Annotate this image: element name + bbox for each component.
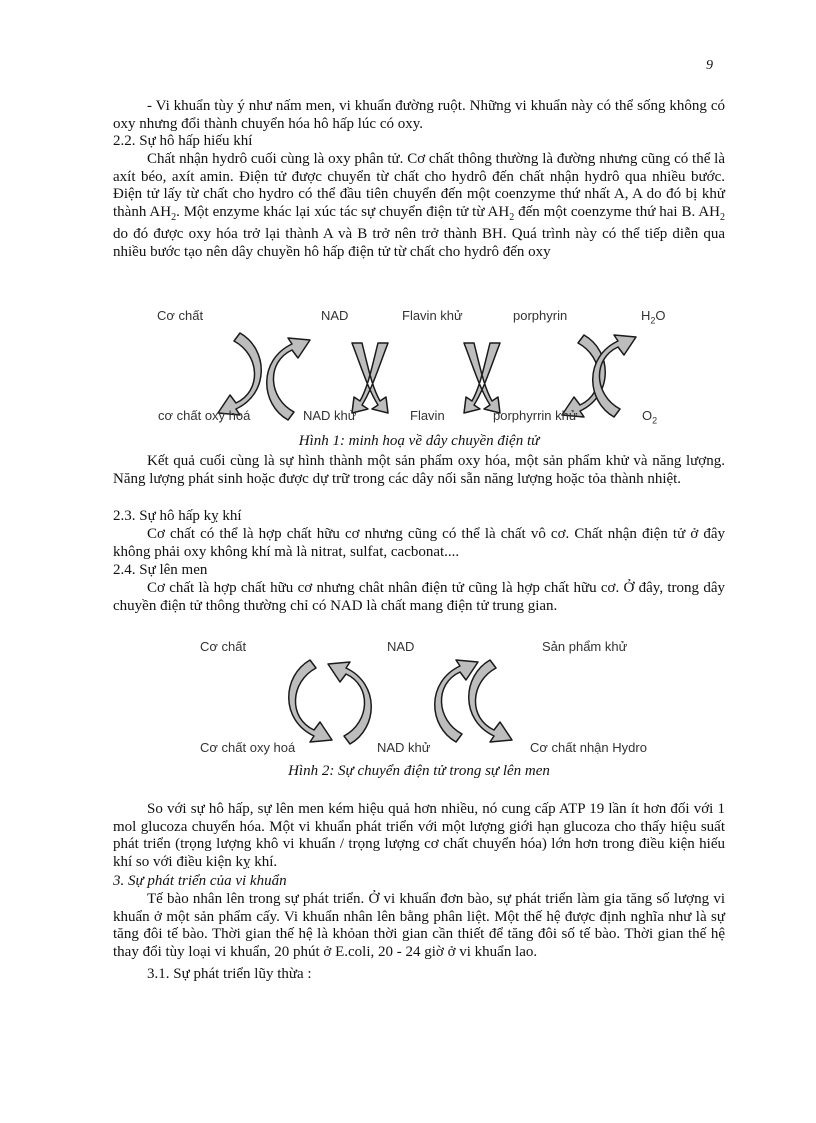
fig1-label-flavin: Flavin (410, 408, 445, 423)
fig1-label-substrate: Cơ chất (157, 308, 204, 323)
paragraph-bacterial-growth: Tế bào nhân lên trong sự phát triển. Ở vi khuẩn đơn bào, sự phát triển làm gia tăng số lượng vi khuẩn ở một sản phẩm cấy. Vi khuẩn nhân lên bằng phân liệt. Một thế hệ được định nghĩa như là sự tăng đôi tế bào. Thời gian thế hệ là khỏan thời gian cần thiết để tăng đôi số tế bào. Thời gian thế hệ thay đổi tùy loại vi khuẩn, 20 phút ở E.coli, 20 - 24 giờ ở vi khuẩn lao. (113, 891, 725, 960)
fig2-arrow-2 (328, 662, 371, 744)
paragraph-aerobic-respiration: Chất nhận hydrô cuối cùng là oxy phân tử. Cơ chất thông thường là đường nhưng cũng có thể là axít béo, axít amin. Điện tử được chuyển từ chất cho hydrô đến chất nhận hydrô qua nhiều bước. Điện tử lấy từ chất cho hydro có thể đầu tiên chuyển đến một coenzyme thứ nhất A, A do đó bị khử thành $AH_2$. Một enzyme khác lại xúc tác sự chuyển điện tử từ $AH_2$ đến một coenzyme thứ hai B. $AH_2$ do đó được oxy hóa trở lại thành A và B trở nên trở thành BH. Quá trình này có thể tiếp diễn qua nhiều bước tạo nên dây chuyền hô hấp điện tử từ chất cho hydrô đến oxy (113, 151, 725, 260)
fig2-label-nad: NAD (387, 639, 415, 654)
fig1-label-flavin-reduced: Flavin khử (402, 308, 463, 323)
heading-2-4: 2.4. Sự lên men (113, 562, 208, 578)
fig1-label-water: $H_2O$ (641, 308, 666, 326)
heading-3-1: 3.1. Sự phát triển lũy thừa : (147, 966, 312, 982)
fig1-arrow-4 (464, 343, 500, 413)
fig1-arrow-6 (593, 335, 636, 417)
paragraph-anaerobic-respiration: Cơ chất có thể là hợp chất hữu cơ nhưng cũng có thể là chất vô cơ. Chất nhận điện tử ở đây không phải oxy không khí mà là nitrat, sulfat, cacbonat.... (113, 526, 725, 560)
heading-2-3: 2.3. Sự hô hấp kỵ khí (113, 508, 242, 524)
fig1-label-oxidized-substrate: cơ chất oxy hoá (158, 408, 251, 423)
fig2-label-hydrogen-acceptor: Cơ chất nhận Hydro (530, 740, 647, 755)
fig2-label-reduced-product: Sản phẩm khử (542, 639, 628, 654)
fig1-arrows-svg (0, 325, 816, 435)
paragraph-fermentation: Cơ chất là hợp chất hữu cơ nhưng chât nhân điện tử cũng là hợp chất hữu cơ. Ở đây, trong dây chuyền điện tử thông thường chỉ có NAD là chất mang điện tử trung gian. (113, 580, 725, 614)
heading-3: 3. Sự phát triển của vi khuẩn (113, 873, 287, 889)
fig2-label-substrate: Cơ chất (200, 639, 247, 654)
fig2-arrow-1 (289, 660, 332, 742)
paragraph-result: Kết quả cuối cùng là sự hình thành một sản phẩm oxy hóa, một sản phẩm khử và năng lượng. Năng lượng phát sinh hoặc được dự trữ trong các dây nối sẵn năng lượng hoặc tỏa thành nhiệt. (113, 453, 725, 487)
figure-2-fermentation (0, 636, 816, 766)
fig1-label-oxygen: $O_2$ (642, 408, 658, 426)
fig1-label-porphyrin: porphyrin (513, 308, 568, 323)
paragraph-comparison: So với sự hô hấp, sự lên men kém hiệu quả hơn nhiều, nó cung cấp ATP 19 lần ít hơn đối với 1 mol glucoza chuyển hóa. Một vi khuẩn phát triển với một lượng giới hạn glucoza cho thấy hiệu suất phát triển (trọng lượng khô vi khuẩn / trọng lượng cơ chất chuyển hóa) lớn hơn trong điều kiện hiếu khí so với điều kiện kỵ khí. (113, 801, 725, 870)
figure-1-electron-chain (0, 300, 816, 455)
fig1-label-porphyrin-reduced: porphyrrin khử (493, 408, 578, 423)
page-number: 9 (706, 58, 713, 73)
fig2-label-oxidized-substrate: Cơ chất oxy hoá (200, 740, 296, 755)
figure-2-caption: Hình 2: Sự chuyển điện tử trong sự lên men (288, 763, 550, 779)
paragraph-facultative-bacteria: - Vi khuẩn tùy ý như nấm men, vi khuẩn đường ruột. Những vi khuẩn này có thể sống không có oxy nhưng đổi thành chuyển hóa hô hấp lúc có oxy. (113, 98, 725, 132)
fig1-arrow-3 (352, 343, 388, 413)
heading-2-2: 2.2. Sự hô hấp hiếu khí (113, 133, 253, 149)
fig1-arrow-1 (218, 333, 261, 415)
fig2-label-nad-reduced: NAD khử (377, 740, 431, 755)
fig1-label-nad-reduced: NAD khử (303, 408, 357, 423)
fig2-arrows-svg (0, 654, 816, 754)
figure-1-caption: Hình 1: minh hoạ về dây chuyền điện tử (298, 433, 540, 449)
fig2-arrow-4 (469, 660, 512, 742)
fig1-label-nad: NAD (321, 308, 349, 323)
